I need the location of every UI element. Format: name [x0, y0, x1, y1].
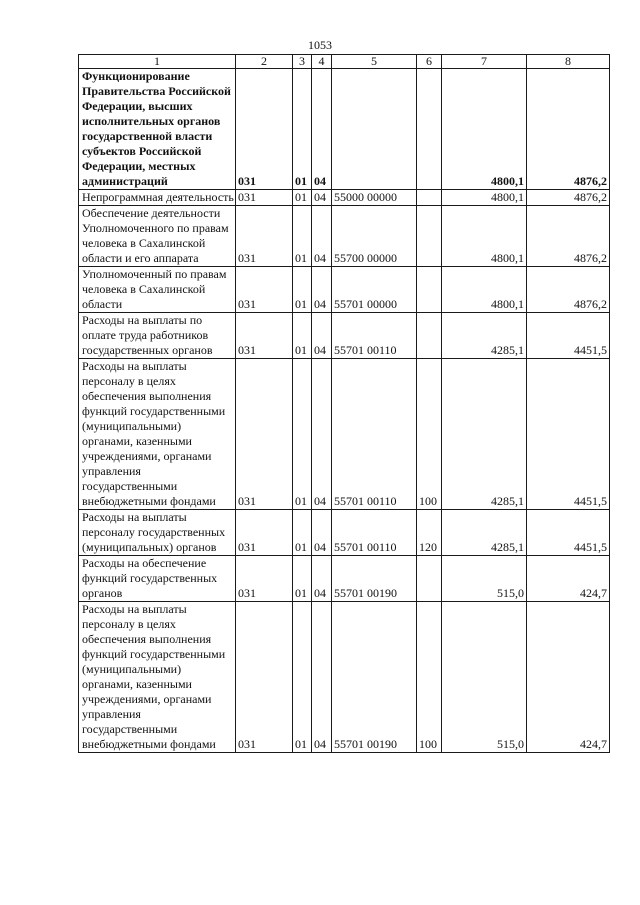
row-value-7-cell: 4800,1 [442, 206, 527, 267]
row-value-8-cell: 4876,2 [527, 206, 610, 267]
table-row [79, 359, 610, 510]
row-value-8-cell: 4451,5 [527, 510, 610, 556]
row-target-cell: 55701 00110 [332, 359, 417, 510]
table-row [79, 602, 610, 753]
column-header: 8 [527, 55, 610, 69]
row-name-cell: Расходы на обеспечение функций государственных органов [79, 556, 236, 602]
row-type-cell: 100 [417, 359, 442, 510]
table-row [79, 313, 610, 359]
row-subsection-cell: 04 [312, 190, 332, 206]
row-target-cell: 55701 00110 [332, 510, 417, 556]
row-target-cell: 55000 00000 [332, 190, 417, 206]
table-row [79, 69, 610, 190]
row-subsection-cell: 04 [312, 602, 332, 753]
row-code-cell: 031 [236, 313, 293, 359]
column-header: 6 [417, 55, 442, 69]
row-section-cell: 01 [293, 190, 312, 206]
column-header: 7 [442, 55, 527, 69]
column-header: 4 [312, 55, 332, 69]
row-name-cell: Обеспечение деятельности Уполномоченного по правам человека в Сахалинской области и его аппарата [79, 206, 236, 267]
budget-table [78, 54, 610, 753]
row-code-cell: 031 [236, 206, 293, 267]
row-name-cell: Расходы на выплаты по оплате труда работников государственных органов [79, 313, 236, 359]
table-row [79, 267, 610, 313]
row-value-7-cell: 4285,1 [442, 359, 527, 510]
row-value-8-cell: 424,7 [527, 556, 610, 602]
row-section-cell: 01 [293, 359, 312, 510]
row-value-7-cell: 4800,1 [442, 69, 527, 190]
table-body [79, 55, 610, 753]
row-value-8-cell: 4876,2 [527, 190, 610, 206]
row-target-cell: 55701 00190 [332, 556, 417, 602]
row-subsection-cell: 04 [312, 69, 332, 190]
row-target-cell: 55701 00110 [332, 313, 417, 359]
row-type-cell [417, 313, 442, 359]
row-section-cell: 01 [293, 602, 312, 753]
row-name-cell: Расходы на выплаты персоналу государственных (муниципальных) органов [79, 510, 236, 556]
row-subsection-cell: 04 [312, 267, 332, 313]
row-section-cell: 01 [293, 206, 312, 267]
row-type-cell [417, 267, 442, 313]
row-code-cell: 031 [236, 190, 293, 206]
row-value-8-cell: 4451,5 [527, 359, 610, 510]
row-name-cell: Непрограммная деятельность [79, 190, 236, 206]
row-subsection-cell: 04 [312, 556, 332, 602]
column-header: 1 [79, 55, 236, 69]
row-code-cell: 031 [236, 267, 293, 313]
table-row [79, 206, 610, 267]
table-row [79, 190, 610, 206]
row-code-cell: 031 [236, 602, 293, 753]
row-name-cell: Уполномоченный по правам человека в Сахалинской области [79, 267, 236, 313]
row-value-8-cell: 4876,2 [527, 267, 610, 313]
table-header-row [79, 55, 610, 69]
row-type-cell [417, 190, 442, 206]
row-type-cell: 120 [417, 510, 442, 556]
row-value-7-cell: 4800,1 [442, 190, 527, 206]
row-section-cell: 01 [293, 313, 312, 359]
column-header: 5 [332, 55, 417, 69]
table-row [79, 510, 610, 556]
row-type-cell [417, 556, 442, 602]
row-code-cell: 031 [236, 510, 293, 556]
row-target-cell [332, 69, 417, 190]
row-name-cell: Расходы на выплаты персоналу в целях обеспечения выполнения функций государственными (муниципальными) органами, казенными учреждениями, органами управления государственными внебюджетными фондами [79, 602, 236, 753]
row-subsection-cell: 04 [312, 510, 332, 556]
row-code-cell: 031 [236, 359, 293, 510]
row-name-cell: Функционирование Правительства Российской Федерации, высших исполнительных органов государственной власти субъектов Российской Федерации, местных администраций [79, 69, 236, 190]
row-type-cell: 100 [417, 602, 442, 753]
row-subsection-cell: 04 [312, 359, 332, 510]
row-value-7-cell: 4800,1 [442, 267, 527, 313]
row-value-8-cell: 4451,5 [527, 313, 610, 359]
row-subsection-cell: 04 [312, 313, 332, 359]
row-code-cell: 031 [236, 69, 293, 190]
row-name-cell: Расходы на выплаты персоналу в целях обеспечения выполнения функций государственными (муниципальными) органами, казенными учреждениями, органами управления государственными внебюджетными фондами [79, 359, 236, 510]
row-value-8-cell: 4876,2 [527, 69, 610, 190]
row-value-7-cell: 515,0 [442, 556, 527, 602]
row-section-cell: 01 [293, 69, 312, 190]
row-value-7-cell: 4285,1 [442, 510, 527, 556]
column-header: 2 [236, 55, 293, 69]
row-type-cell [417, 206, 442, 267]
row-value-7-cell: 515,0 [442, 602, 527, 753]
table-row [79, 556, 610, 602]
row-section-cell: 01 [293, 510, 312, 556]
page-number: 1053 [308, 38, 332, 52]
row-code-cell: 031 [236, 556, 293, 602]
row-target-cell: 55701 00000 [332, 267, 417, 313]
row-value-8-cell: 424,7 [527, 602, 610, 753]
row-subsection-cell: 04 [312, 206, 332, 267]
row-type-cell [417, 69, 442, 190]
row-value-7-cell: 4285,1 [442, 313, 527, 359]
column-header: 3 [293, 55, 312, 69]
row-target-cell: 55700 00000 [332, 206, 417, 267]
row-section-cell: 01 [293, 267, 312, 313]
row-section-cell: 01 [293, 556, 312, 602]
row-target-cell: 55701 00190 [332, 602, 417, 753]
